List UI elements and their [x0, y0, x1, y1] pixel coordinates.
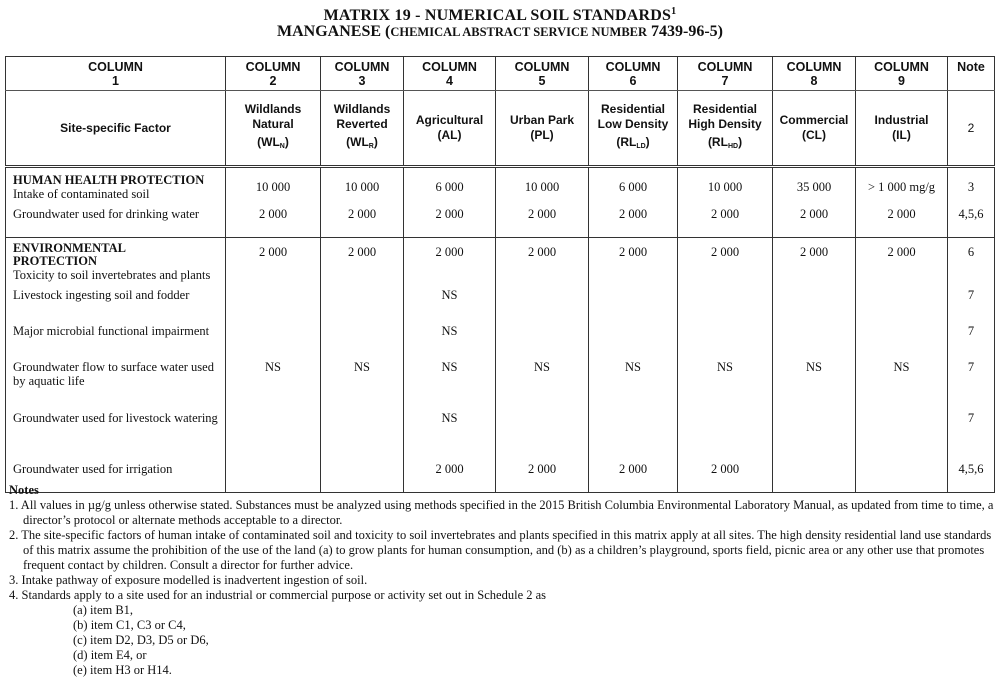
standard-value-cell: NS [589, 354, 678, 405]
note-header-value: 2 [948, 91, 995, 167]
standard-value-cell: NS [404, 318, 496, 354]
table-row [6, 405, 995, 456]
standard-value-cell: 2 000 [321, 238, 404, 283]
site-factor-cell [6, 201, 226, 238]
standard-value-cell: 2 000 [404, 456, 496, 493]
standard-value-cell: 2 000 [589, 456, 678, 493]
table-row [6, 201, 995, 238]
site-factor-cell [6, 354, 226, 405]
table-row [6, 318, 995, 354]
standard-value-cell: 2 000 [496, 238, 589, 283]
standard-value-cell [856, 405, 948, 456]
note-sub-item: (b) item C1, C3 or C4, [73, 618, 186, 632]
standard-value-cell: NS [773, 354, 856, 405]
land-use-header: Urban Park (PL) [496, 91, 589, 167]
standard-value-cell [678, 282, 773, 318]
standard-value-cell [226, 405, 321, 456]
column-number-header: COLUMN 3 [321, 57, 404, 91]
note-ref-cell: 6 [948, 238, 995, 283]
note-item: 3. Intake pathway of exposure modelled is inadvertent ingestion of soil. [9, 573, 368, 587]
standard-value-cell [678, 405, 773, 456]
header-land-uses [6, 91, 995, 167]
column-number-header: COLUMN 1 [6, 57, 226, 91]
standard-value-cell: 10 000 [321, 167, 404, 202]
standard-value-cell [589, 318, 678, 354]
standard-value-cell [856, 282, 948, 318]
standard-value-cell [589, 405, 678, 456]
standard-value-cell: 2 000 [856, 201, 948, 238]
site-factor-label: Livestock ingesting soil and fodder [13, 288, 190, 302]
table-row [6, 282, 995, 318]
column-number-header: COLUMN 5 [496, 57, 589, 91]
standard-value-cell: > 1 000 mg/g [856, 167, 948, 202]
standard-value-cell [226, 318, 321, 354]
notes-heading: Notes [9, 483, 39, 497]
site-factor-label: Groundwater used for livestock watering [13, 411, 218, 425]
standard-value-cell: 2 000 [589, 238, 678, 283]
column-number-header: COLUMN 2 [226, 57, 321, 91]
standard-value-cell: 2 000 [678, 456, 773, 493]
note-ref-cell: 7 [948, 354, 995, 405]
standard-value-cell: 6 000 [404, 167, 496, 202]
cas-number: 7439-96-5) [647, 23, 723, 40]
standard-value-cell: NS [404, 405, 496, 456]
column-number-header: COLUMN 8 [773, 57, 856, 91]
standard-value-cell: NS [226, 354, 321, 405]
standard-value-cell: NS [404, 282, 496, 318]
title-text: MATRIX 19 - NUMERICAL SOIL STANDARDS [323, 7, 672, 24]
standard-value-cell: 2 000 [856, 238, 948, 283]
standard-value-cell [773, 282, 856, 318]
standard-value-cell [321, 405, 404, 456]
site-factor-label: Major microbial functional impairment [13, 324, 210, 338]
title-footnote-ref: 1 [671, 6, 677, 17]
standard-value-cell: 2 000 [773, 201, 856, 238]
standard-value-cell [496, 318, 589, 354]
section-title: ENVIRONMENTAL PROTECTION [13, 241, 126, 268]
note-sub-item: (c) item D2, D3, D5 or D6, [73, 633, 209, 647]
land-use-header: Wildlands Reverted $(WL_R)$ [321, 91, 404, 167]
standard-value-cell: 6 000 [589, 167, 678, 202]
substance-name: MANGANESE ( [277, 23, 391, 40]
standard-value-cell: 2 000 [496, 201, 589, 238]
note-ref-cell: 7 [948, 318, 995, 354]
site-factor-label: Groundwater flow to surface water used by aquatic life [13, 360, 214, 388]
site-factor-label: Intake of contaminated soil [13, 187, 150, 201]
standard-value-cell: 2 000 [678, 238, 773, 283]
note-item: 2. The site-specific factors of human intake of contaminated soil and toxicity to soil invertebrates and plants specified in this matrix apply at all sites. The high density residential land use standards of this matrix assume the prohibition of the use of the land (a) to grow plants for human consumption, and (b) as a children’s playground, sports field, picnic area or any other use that promotes frequent contact by children. Consult a director for further advice. [9, 528, 992, 572]
standard-value-cell: NS [496, 354, 589, 405]
standard-value-cell: 10 000 [678, 167, 773, 202]
standard-value-cell [589, 282, 678, 318]
substance-title [0, 23, 1000, 41]
standard-value-cell: 10 000 [496, 167, 589, 202]
standard-value-cell: NS [321, 354, 404, 405]
standard-value-cell: 2 000 [773, 238, 856, 283]
standards-table [5, 56, 995, 493]
standard-value-cell [773, 405, 856, 456]
standard-value-cell: 2 000 [404, 238, 496, 283]
note-item: 1. All values in µg/g unless otherwise stated. Substances must be analyzed using methods specified in the 2015 British Columbia Environmental Laboratory Manual, as updated from time to time, a director’s protocol or alternate methods acceptable to a director. [9, 498, 994, 527]
standard-value-cell: 35 000 [773, 167, 856, 202]
standard-value-cell: 2 000 [589, 201, 678, 238]
standard-value-cell: 2 000 [496, 456, 589, 493]
site-factor-cell [6, 282, 226, 318]
column-number-header: COLUMN 4 [404, 57, 496, 91]
standard-value-cell [496, 405, 589, 456]
column-number-header: COLUMN 7 [678, 57, 773, 91]
standard-value-cell [773, 318, 856, 354]
site-factor-label: Groundwater used for irrigation [13, 462, 173, 476]
standard-value-cell [856, 318, 948, 354]
standard-value-cell: 2 000 [404, 201, 496, 238]
site-factor-cell [6, 405, 226, 456]
site-factor-cell [6, 318, 226, 354]
table-row [6, 354, 995, 405]
standard-value-cell [321, 282, 404, 318]
standard-value-cell [496, 282, 589, 318]
standard-value-cell [321, 318, 404, 354]
column-number-header: COLUMN 9 [856, 57, 948, 91]
note-ref-cell: 7 [948, 405, 995, 456]
notes-section [9, 483, 994, 678]
standard-value-cell [678, 318, 773, 354]
standard-value-cell: NS [856, 354, 948, 405]
standard-value-cell: 2 000 [678, 201, 773, 238]
note-ref-cell: 4,5,6 [948, 201, 995, 238]
section-title: HUMAN HEALTH PROTECTION [13, 173, 205, 187]
note-ref-cell: 4,5,6 [948, 456, 995, 493]
standard-value-cell: 10 000 [226, 167, 321, 202]
land-use-header: Agricultural (AL) [404, 91, 496, 167]
site-factor-label: Groundwater used for drinking water [13, 207, 200, 221]
note-column-header: Note [948, 57, 995, 91]
note-item: 4. Standards apply to a site used for an industrial or commercial purpose or activity set out in Schedule 2 as [9, 588, 547, 602]
land-use-header: Wildlands Natural $(WL_N)$ [226, 91, 321, 167]
standard-value-cell: NS [678, 354, 773, 405]
standard-value-cell: 2 000 [321, 201, 404, 238]
table-row [6, 167, 995, 202]
land-use-header: Industrial (IL) [856, 91, 948, 167]
note-sub-item: (e) item H3 or H14. [73, 663, 172, 677]
site-factor-label: Toxicity to soil invertebrates and plants [13, 268, 211, 282]
note-sub-item: (d) item E4, or [73, 648, 147, 662]
column-number-header: COLUMN 6 [589, 57, 678, 91]
land-use-header: Residential Low Density $(RL_{LD})$ [589, 91, 678, 167]
note-ref-cell: 3 [948, 167, 995, 202]
note-ref-cell: 7 [948, 282, 995, 318]
land-use-header: Residential High Density $(RL_{HD})$ [678, 91, 773, 167]
site-factor-header: Site-specific Factor [6, 91, 226, 167]
note-sub-item: (a) item B1, [73, 603, 134, 617]
site-factor-cell [6, 167, 226, 202]
standard-value-cell [226, 282, 321, 318]
land-use-header: Commercial (CL) [773, 91, 856, 167]
site-factor-cell [6, 238, 226, 283]
header-column-numbers [6, 57, 995, 91]
standard-value-cell: 2 000 [226, 238, 321, 283]
cas-label: CHEMICAL ABSTRACT SERVICE NUMBER [390, 25, 648, 39]
standard-value-cell: NS [404, 354, 496, 405]
standard-value-cell: 2 000 [226, 201, 321, 238]
table-row [6, 238, 995, 283]
